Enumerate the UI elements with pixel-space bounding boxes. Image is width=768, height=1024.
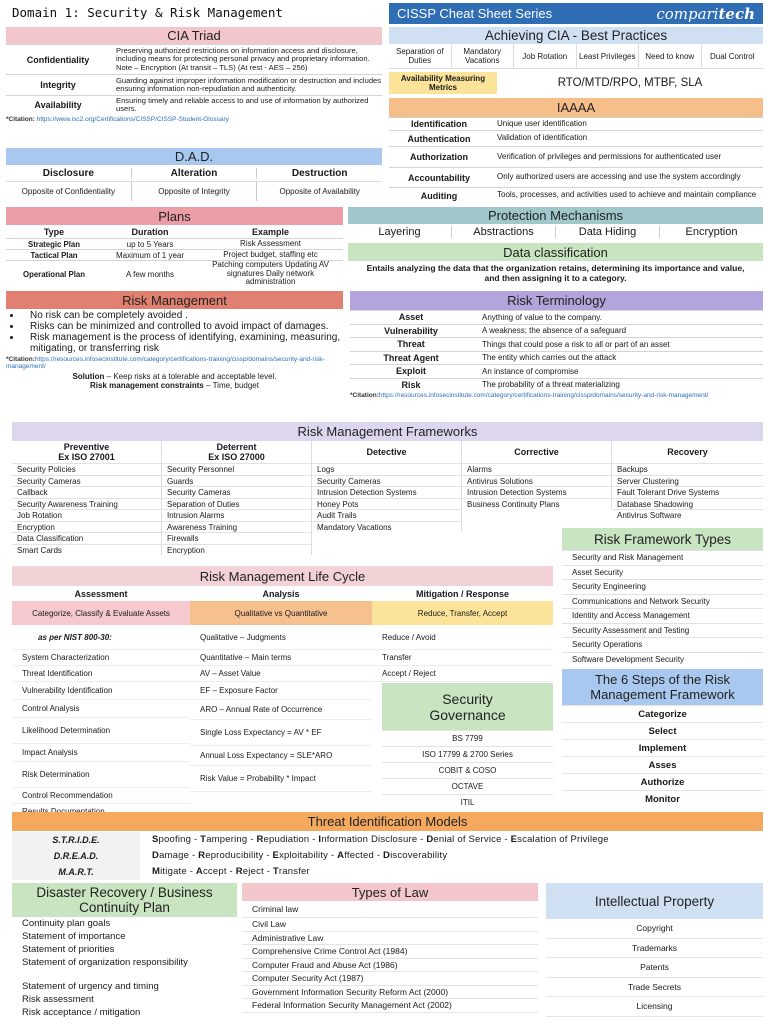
iaaaa-term: Authorization (410, 152, 468, 162)
threat-model-initial: I (318, 834, 322, 845)
framework-item: Fault Tolerant Drive Systems (612, 486, 763, 498)
iaaaa-term: Identification (411, 119, 467, 129)
lifecycle-analysis-item: ARO – Annual Rate of Occurrence (190, 700, 372, 720)
terminology-row (350, 378, 763, 392)
lifecycle-assessment-item: Risk Determination (12, 762, 190, 788)
iaaaa-row (389, 117, 763, 130)
plan-duration: A few months (125, 269, 175, 279)
drbcp-item: Statement of organization responsibility (22, 957, 188, 968)
plan-example: Risk Assessment (240, 238, 301, 248)
framework-header-label: Deterrent (216, 442, 257, 452)
threat-model-expansion (140, 850, 763, 861)
threat-models-title: Threat Identification Models (12, 812, 763, 831)
lifecycle-analysis-item: Single Loss Expectancy = AV * EF (190, 720, 372, 746)
framework-header (462, 441, 611, 463)
lifecycle-assessment-item: Control Recommendation (12, 788, 190, 804)
lifecycle-analysis-item: AV – Asset Value (190, 666, 372, 682)
plan-duration: up to 5 Years (126, 239, 174, 249)
risk-mgmt-citation: *Citation:https://resources.infosecinstitute.com/category/certifications-training/cissp/domains/security-and-risk-management/ (6, 356, 325, 370)
framework-item: Alarms (462, 463, 611, 475)
framework-header-label: Detective (366, 447, 407, 457)
drbcp-item: Statement of importance (22, 931, 126, 942)
framework-header-label: Corrective (514, 447, 559, 457)
terminology-title: Risk Terminology (350, 291, 763, 310)
iaaaa-desc: Tools, processes, and activities used to achieve and maintain compliance (497, 190, 757, 200)
protection-section (348, 207, 763, 241)
law-item: Computer Security Act (1987) (242, 972, 538, 986)
threat-model-word: ransfer (278, 866, 310, 877)
framework-column (612, 441, 763, 521)
plan-example: Project budget, staffing etc (223, 249, 318, 259)
threat-model-word: ffected - (344, 850, 384, 861)
framework-item: Data Classification (12, 532, 161, 544)
governance-title: Security Governance (382, 683, 553, 730)
ip-item: Trade Secrets (546, 978, 763, 998)
threat-model-initial: D (383, 850, 391, 861)
terminology-term: Asset (398, 312, 424, 323)
threat-model-initial: T (272, 866, 279, 877)
framework-header-sub: Ex ISO 27000 (208, 452, 265, 462)
law-item: Criminal law (242, 901, 538, 918)
lifecycle-header: Assessment (74, 588, 128, 599)
framework-item: Security Cameras (312, 475, 461, 487)
threat-models-section (12, 812, 763, 880)
lifecycle-assessment-item: System Characterization (12, 650, 190, 666)
series-title: CISSP Cheat Sheet Series (397, 6, 553, 21)
lifecycle-assessment-item: Vulnerability Identification (12, 682, 190, 700)
governance-section (382, 683, 553, 810)
framework-item: Backups (612, 463, 763, 475)
cia-desc: Ensuring timely and reliable access to and use of information by authorized users. (116, 95, 369, 113)
rmf-step: Categorize (562, 705, 763, 722)
risk-bullet: • No risk can be completely avoided . (22, 310, 343, 321)
lifecycle-subheader: Categorize, Classify & Evaluate Assets (12, 601, 190, 625)
plans-row (6, 260, 343, 287)
threat-model-word: xploitability - (279, 850, 338, 861)
plans-title: Plans (6, 207, 343, 225)
law-item: Comprehensive Crime Control Act (1984) (242, 945, 538, 959)
cia-citation-link[interactable]: https://www.isc2.org/Certifications/CISSP/CISSP-Student-Glossary (36, 116, 229, 123)
framework-item: Encryption (162, 544, 311, 556)
ip-item: Copyright (546, 919, 763, 939)
protection-item: Abstractions (452, 226, 556, 238)
framework-type-item: Identity and Access Management (562, 608, 763, 623)
classification-text: Entails analyzing the data that the organization retains, determining its importance and value, and then assigning it to a category. (366, 263, 745, 283)
framework-type-item: Communications and Network Security (562, 594, 763, 609)
lifecycle-title: Risk Management Life Cycle (12, 566, 553, 586)
cia-title: CIA Triad (6, 27, 382, 44)
iaaaa-row (389, 187, 763, 203)
threat-model-word: itigate - (160, 866, 196, 877)
framework-item: Logs (312, 463, 461, 475)
threat-model-initial: A (337, 850, 345, 861)
threat-model-initial: A (195, 866, 203, 877)
framework-header-label: Preventive (63, 442, 110, 452)
ip-title: Intellectual Property (546, 883, 763, 919)
iaaaa-desc: Unique user identification (497, 118, 587, 128)
framework-header (312, 441, 461, 463)
drbcp-section (12, 883, 237, 1021)
cia-citation: *Citation: https://www.isc2.org/Certifications/CISSP/CISSP-Student-Glossary (6, 116, 229, 123)
threat-model-expansion (140, 866, 763, 877)
threat-model-word: enial of Service - (433, 834, 511, 845)
best-practice-item: Job Rotation (514, 44, 577, 69)
risk-mgmt-title: Risk Management (6, 291, 343, 309)
framework-type-item: Security Assessment and Testing (562, 623, 763, 638)
availability-metrics-label: Availability Measuring Metrics (389, 72, 497, 94)
risk-constraints: Risk management constraints – Time, budget (90, 381, 259, 390)
dad-value: Opposite of Confidentiality (6, 181, 132, 201)
framework-item: Security Personnel (162, 463, 311, 475)
framework-column (312, 441, 462, 532)
framework-item: Callback (12, 486, 161, 498)
framework-item: Honey Pots (312, 498, 461, 510)
law-item: Civil Law (242, 918, 538, 932)
rmf-step: Asses (562, 756, 763, 773)
cia-section (6, 27, 382, 143)
lifecycle-header: Analysis (262, 588, 300, 599)
terminology-term: Exploit (395, 366, 426, 377)
framework-column (12, 441, 162, 555)
threat-model-name: S.T.R.I.D.E. (12, 832, 140, 848)
lifecycle-mitigation-item: Accept / Reject (372, 666, 553, 682)
framework-item: Smart Cards (12, 544, 161, 556)
threat-model-initial: S (152, 834, 159, 845)
risk-mgmt-section (6, 291, 343, 415)
terminology-row (350, 310, 763, 324)
threat-model-initial: M (152, 866, 161, 877)
drbcp-item: Statement of urgency and timing (22, 981, 159, 992)
iaaaa-section (389, 98, 763, 204)
plans-header: Type (43, 226, 65, 237)
terminology-citation-link[interactable]: https://resources.infosecinstitute.com/category/certifications-training/cissp/domains/security-and-risk-management/ (378, 392, 709, 399)
framework-item: Security Cameras (12, 475, 161, 487)
protection-item: Layering (348, 226, 452, 238)
threat-model-row (12, 863, 763, 879)
terminology-term: Threat Agent (383, 352, 439, 363)
threat-model-word: epudiation - (263, 834, 319, 845)
terminology-row (350, 337, 763, 351)
plan-type: Tactical Plan (30, 250, 78, 260)
governance-item: ISO 17799 & 2700 Series (382, 746, 553, 762)
lifecycle-assessment-item: as per NIST 800-30: (12, 625, 190, 650)
rmf-step: Monitor (562, 790, 763, 807)
rmf-step: Select (562, 722, 763, 739)
governance-item: COBIT & COSO (382, 762, 553, 778)
framework-item: Separation of Duties (162, 498, 311, 510)
framework-type-item: Security and Risk Management (562, 550, 763, 565)
threat-model-initial: D (426, 834, 434, 845)
best-practice-item: Mandatory Vacations (452, 44, 515, 69)
plans-header: Duration (131, 226, 169, 237)
classification-title: Data classification (348, 243, 763, 261)
cia-term: Availability (34, 100, 82, 110)
ip-section (546, 883, 763, 1021)
threat-model-word: nformation Disclosure - (321, 834, 427, 845)
governance-item: BS 7799 (382, 730, 553, 746)
dad-header: Destruction (291, 167, 348, 179)
ip-item: Trademarks (546, 939, 763, 959)
protection-item: Encryption (685, 226, 738, 238)
threat-model-word: eproducibility - (205, 850, 273, 861)
risk-bullet: • Risks can be minimized and controlled to avoid impact of damages. (22, 321, 343, 332)
framework-header (12, 441, 161, 463)
law-item: Federal Information Security Management Act (2002) (242, 999, 538, 1013)
framework-types-title: Risk Framework Types (562, 528, 763, 550)
lifecycle-assessment-item: Threat Identification (12, 666, 190, 682)
threat-model-word: amage - (159, 850, 199, 861)
risk-bullet: • Risk management is the process of identifying, examining, measuring, mitigating, or transferring risk (22, 332, 343, 354)
threat-model-initial: R (198, 850, 206, 861)
threat-model-initial: E (510, 834, 518, 845)
threat-model-initial: R (235, 866, 243, 877)
dad-value: Opposite of Integrity (132, 181, 258, 201)
framework-item: Antivirus Software (612, 509, 763, 521)
law-item: Computer Fraud and Abuse Act (1986) (242, 959, 538, 973)
dad-section (6, 148, 382, 204)
iaaaa-row (389, 130, 763, 146)
iaaaa-title: IAAAA (389, 98, 763, 117)
framework-item: Security Policies (12, 463, 161, 475)
threat-model-name: D.R.E.A.D. (12, 848, 140, 864)
brand-logo: comparitech (656, 4, 755, 23)
governance-item: OCTAVE (382, 778, 553, 794)
governance-item: ITIL (382, 794, 553, 810)
drbcp-title: Disaster Recovery / Business Continuity Plan (12, 883, 237, 917)
threat-model-word: scalation of Privilege (517, 834, 609, 845)
cia-row (6, 95, 382, 114)
threat-model-row (12, 847, 763, 863)
plans-row (6, 249, 343, 260)
framework-column (162, 441, 312, 555)
frameworks-title: Risk Management Frameworks (12, 422, 763, 441)
framework-item: Audit Trails (312, 509, 461, 521)
terminology-desc: The entity which carries out the attack (482, 353, 617, 363)
plans-section (6, 207, 343, 287)
six-steps-title: The 6 Steps of the Risk Management Framework (562, 669, 763, 705)
ip-item: Patents (546, 958, 763, 978)
terminology-desc: A weakness; the absence of a safeguard (482, 326, 627, 336)
six-steps-section (562, 669, 763, 810)
iaaaa-row (389, 146, 763, 167)
plans-header: Example (251, 226, 290, 237)
threat-model-initial: E (272, 850, 280, 861)
drbcp-item: Risk acceptance / mitigation (22, 1007, 141, 1018)
framework-header (162, 441, 311, 463)
terminology-desc: Things that could pose a risk to all or part of an asset (482, 339, 670, 349)
dad-header: Disclosure (6, 168, 132, 179)
iaaaa-desc: Only authorized users are accessing and use the system accordingly (497, 172, 741, 182)
law-item: Government Information Security Reform Act (2000) (242, 986, 538, 1000)
availability-metrics-value: RTO/MTD/RPO, MTBF, SLA (557, 77, 703, 89)
iaaaa-term: Auditing (420, 190, 458, 201)
framework-type-item: Asset Security (562, 565, 763, 580)
framework-item: Intrusion Detection Systems (462, 486, 611, 498)
best-practice-item: Separation of Duties (389, 44, 452, 69)
best-practice-item: Dual Control (710, 51, 755, 61)
framework-item: Awareness Training (162, 521, 311, 533)
drbcp-item: Statement of priorities (22, 944, 115, 955)
lifecycle-assessment-item: Control Analysis (12, 700, 190, 718)
lifecycle-assessment-item: Likelihood Determination (12, 718, 190, 744)
risk-solution: Solution – Keep risks at a tolerable and acceptable level. (72, 372, 277, 381)
terminology-term: Vulnerability (384, 325, 438, 336)
lifecycle-subheader: Qualitative vs Quantitative (190, 601, 372, 625)
law-title: Types of Law (242, 883, 538, 901)
iaaaa-row (389, 167, 763, 187)
terminology-desc: An instance of compromise (482, 366, 579, 376)
dad-title: D.A.D. (6, 148, 382, 165)
framework-header-label: Recovery (667, 447, 708, 457)
dad-header: Alteration (132, 168, 258, 179)
terminology-row (350, 351, 763, 365)
iaaaa-desc: Validation of identification (497, 133, 588, 143)
iaaaa-term: Accountability (407, 172, 470, 183)
page-title: Domain 1: Security & Risk Management (12, 5, 283, 20)
risk-mgmt-citation-link[interactable]: https://resources.infosecinstitute.com/category/certifications-training/cissp/domains/security-and-risk-management/ (6, 356, 325, 370)
plan-example: Patching computers Updating AV signatures Daily network administration (212, 260, 329, 287)
drbcp-item: Risk assessment (22, 994, 94, 1005)
threat-model-word: iscoverability (390, 850, 448, 861)
drbcp-item: Continuity plan goals (22, 918, 111, 929)
protection-item: Data Hiding (556, 226, 660, 238)
terminology-term: Threat (397, 339, 425, 350)
threat-model-word: eject - (242, 866, 273, 877)
terminology-desc: The probability of a threat materializing (482, 380, 620, 390)
framework-item: Intrusion Detection Systems (312, 486, 461, 498)
framework-item: Server Clustering (612, 475, 763, 487)
framework-header-sub: Ex ISO 27001 (58, 452, 115, 462)
lifecycle-mitigation-item: Reduce / Avoid (372, 625, 553, 650)
cia-term: Integrity (40, 80, 76, 90)
plan-duration: Maximum of 1 year (115, 250, 185, 260)
framework-column (462, 441, 612, 509)
lifecycle-analysis-item: Qualitative – Judgments (190, 625, 372, 650)
framework-types-section (562, 528, 763, 666)
rmf-step: Authorize (562, 773, 763, 790)
cia-desc: Preserving authorized restrictions on information access and disclosure, including means for protecting personal privacy and proprietary information. Note – Encryption (At transit – TLS) (At rest - AES – 256) (116, 46, 370, 72)
best-practice-item: Need to know (639, 44, 702, 69)
protection-title: Protection Mechanisms (348, 207, 763, 224)
threat-model-word: ccept - (202, 866, 236, 877)
lifecycle-assessment-item: Impact Analysis (12, 744, 190, 762)
lifecycle-subheader: Reduce, Transfer, Accept (372, 601, 553, 625)
cia-row (6, 44, 382, 74)
lifecycle-analysis-item: Risk Value = Probability * Impact (190, 766, 372, 792)
iaaaa-desc: Verification of privileges and permissions for authenticated user (497, 151, 722, 161)
framework-item: Job Rotation (12, 509, 161, 521)
terminology-desc: Anything of value to the company. (482, 312, 602, 322)
lifecycle-mitigation-item: Transfer (372, 650, 553, 666)
achieving-title: Achieving CIA - Best Practices (389, 27, 763, 44)
ip-item: Licensing (546, 997, 763, 1017)
threat-model-initial: R (256, 834, 264, 845)
law-item: Administrative Law (242, 932, 538, 946)
series-banner (389, 3, 763, 24)
framework-item: Security Awareness Training (12, 498, 161, 510)
achieving-section (389, 27, 763, 95)
threat-model-row (12, 831, 763, 847)
best-practice-item: Least Privileges (577, 44, 640, 69)
cia-row (6, 74, 382, 95)
threat-model-word: ampering - (206, 834, 257, 845)
cia-term: Confidentiality (26, 54, 90, 65)
lifecycle-analysis-item: Quantitative – Main terms (190, 650, 372, 666)
framework-item: Guards (162, 475, 311, 487)
framework-type-item: Security Engineering (562, 579, 763, 594)
terminology-citation: *Citation:https://resources.infosecinstitute.com/category/certifications-training/cissp/domains/security-and-risk-management/ (350, 392, 709, 399)
framework-type-item: Software Development Security (562, 652, 763, 667)
plans-row (6, 238, 343, 249)
threat-model-name: M.A.R.T. (12, 864, 140, 880)
framework-item: Security Cameras (162, 486, 311, 498)
cia-desc: Guarding against improper information modification or destruction and includes ensuring information non-repudiation and authenticity. (116, 75, 382, 93)
terminology-term: Risk (401, 379, 421, 390)
lifecycle-header: Mitigation / Response (415, 588, 509, 599)
lifecycle-analysis-item: EF – Exposure Factor (190, 682, 372, 700)
framework-item: Intrusion Alarms (162, 509, 311, 521)
threat-model-initial: D (152, 850, 160, 861)
terminology-row (350, 364, 763, 378)
threat-model-initial: T (200, 834, 207, 845)
classification-section (348, 243, 763, 287)
framework-item: Mandatory Vacations (312, 521, 461, 533)
plan-type: Operational Plan (23, 269, 85, 279)
iaaaa-term: Authentication (407, 133, 471, 144)
framework-item: Antivirus Solutions (462, 475, 611, 487)
rmf-step: Implement (562, 739, 763, 756)
plan-type: Strategic Plan (28, 239, 80, 249)
threat-model-expansion (140, 834, 763, 845)
lifecycle-analysis-item: Annual Loss Expectancy = SLE*ARO (190, 746, 372, 766)
law-section (242, 883, 538, 1021)
terminology-section (350, 291, 763, 415)
dad-value: Opposite of Availability (257, 181, 382, 201)
framework-item: Firewalls (162, 532, 311, 544)
framework-item: Business Continuity Plans (462, 498, 611, 510)
framework-type-item: Security Operations (562, 637, 763, 652)
terminology-row (350, 324, 763, 338)
framework-item: Encryption (12, 521, 161, 533)
framework-item: Database Shadowing (612, 498, 763, 510)
framework-header (612, 441, 763, 463)
threat-model-word: poofing - (158, 834, 201, 845)
